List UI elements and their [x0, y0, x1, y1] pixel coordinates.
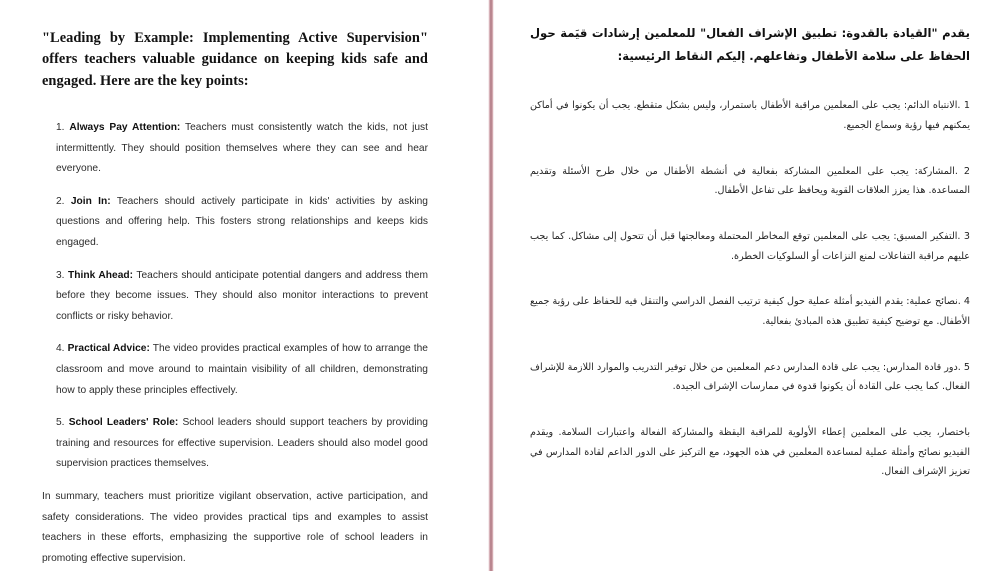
list-item-number: 4. [56, 343, 65, 355]
arabic-heading: يقدم "القيادة بالقدوة: تطبيق الإشراف الفعال" للمعلمين إرشادات قيَمة حول الحفاظ على سلامة الأطفال وتفاعلهم. إليكم النقاط الرئيسية: [530, 26, 970, 64]
list-item: 3 .التفكير المسبق: يجب على المعلمين توقع المخاطر المحتملة ومعالجتها قبل أن تتحول إلى مشاكل. كما يجب عليهم مراقبة التفاعلات لمنع النزاعات أو السلوكيات الخطرة. [530, 231, 970, 262]
list-item-body: School leaders should support teachers by providing training and resources for effective supervision. Leaders should also model good supervision practices themselves. [56, 417, 428, 470]
list-item-number: 3. [56, 269, 65, 281]
list-item-body: Teachers should actively participate in kids' activities by asking questions and offering help. This fosters strong relationships and keeps kids engaged. [56, 195, 428, 248]
list-item: 2 .المشاركة: يجب على المعلمين المشاركة بفعالية في أنشطة الأطفال من خلال طرح الأسئلة وتقديم المساعدة. هذا يعزز العلاقات القوية ويحافظ على تفاعل الأطفال. [530, 165, 970, 197]
english-column [0, 0, 470, 571]
list-item-body: The video provides practical examples of how to arrange the classroom and move around to maintain visibility of all children, demonstrating how to apply these principles effectively. [56, 343, 428, 396]
list-item-number: 5. [56, 417, 65, 429]
list-item-lead: Join In: [70, 195, 111, 207]
english-key-points-list [42, 118, 428, 475]
column-divider [488, 0, 494, 571]
list-item [42, 118, 428, 180]
list-item-number: 1. [56, 121, 65, 133]
list-item [42, 339, 428, 401]
arabic-column [500, 0, 1000, 571]
list-item-body: Teachers should anticipate potential dangers and address them before they become issues. They should also monitor interactions to prevent conflicts or risky behavior. [56, 269, 428, 322]
list-item-body: Teachers must consistently watch the kids, not just intermittently. They should position themselves where they can see and hear everyone. [56, 121, 428, 175]
arabic-summary-paragraph: باختصار، يجب على المعلمين إعطاء الأولوية للمراقبة اليقظة والمشاركة الفعالة واعتبارات السلامة. ويقدم الفيديو نصائح وأمثلة عملية لمساعدة المعلمين في هذه الجهود، مع التركيز على الدور الداعم لقادة المدارس في تعزيز الإشراف الفعال. [530, 426, 970, 478]
list-item-lead: Think Ahead: [68, 269, 134, 281]
list-item-lead: Practical Advice: [67, 343, 150, 355]
list-item [42, 413, 428, 475]
list-item-number: 2. [56, 195, 65, 207]
list-item: 5 .دور قادة المدارس: يجب على قادة المدارس دعم المعلمين من خلال توفير التدريب والموارد اللازمة للإشراف الفعال. كما يجب على القادة أن يكونوا قدوة في ممارسات الإشراف الجيدة. [530, 361, 970, 393]
list-item: 4 .نصائح عملية: يقدم الفيديو أمثلة عملية حول كيفية ترتيب الفصل الدراسي والتنقل فيه للحفاظ على رؤية جميع الأطفال. مع توضيح كيفية تطبيق هذه المبادئ بفعالية. [530, 296, 970, 327]
list-item-lead: School Leaders' Role: [68, 417, 179, 429]
english-heading: "Leading by Example: Implementing Active Supervision" offers teachers valuable guidance on keeping kids safe and engaged. Here are the key points: [42, 30, 428, 89]
list-item: 1 .الانتباه الدائم: يجب على المعلمين مراقبة الأطفال باستمرار، وليس بشكل متقطع. يجب أن يكونوا في أماكن يمكنهم فيها رؤية وسماع الجميع. [530, 100, 970, 132]
arabic-key-points-list [530, 96, 970, 397]
english-summary-paragraph: In summary, teachers must prioritize vigilant observation, active participation, and safety considerations. The video provides practical tips and examples to assist teachers in these efforts, emphasizing the supportive role of school leaders in promoting effective supervision. [42, 491, 428, 564]
list-item-lead: Always Pay Attention: [69, 121, 181, 133]
list-item [42, 192, 428, 254]
list-item [42, 266, 428, 328]
